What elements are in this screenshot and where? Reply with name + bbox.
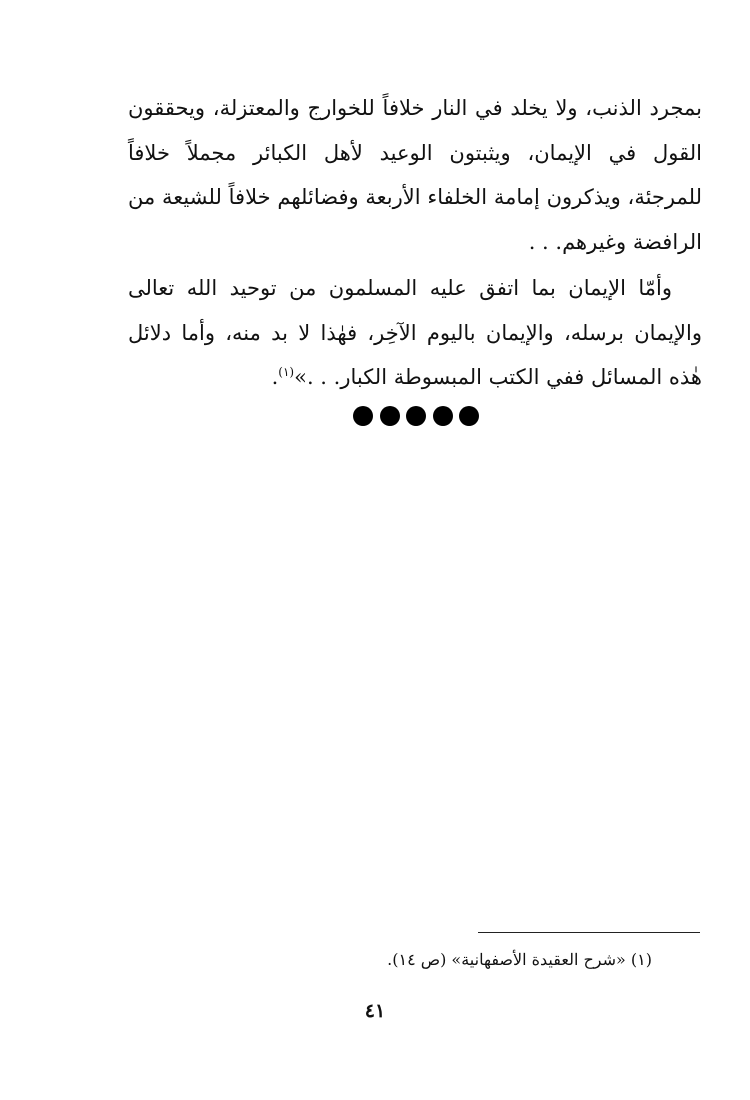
paragraph-1: بمجرد الذنب، ولا يخلد في النار خلافاً للخوارج والمعتزلة، ويحققون القول في الإيمان، ويثبتون الوعيد لأهل الكبائر مجملاً خلافاً للمرجئة، ويذكرون إمامة الخلفاء الأربعة وفضائلهم خلافاً للشيعة من الرافضة وغيرهم. . . — [128, 96, 702, 254]
dot-icon — [353, 406, 373, 426]
page-number: ٤١ — [364, 1000, 386, 1022]
dot-icon — [406, 406, 426, 426]
dot-icon — [433, 406, 453, 426]
body-text — [128, 86, 702, 400]
footnote-reference: (١) — [278, 365, 295, 379]
paragraph-2-text: وأمّا الإيمان بما اتفق عليه المسلمون من توحيد الله تعالى والإيمان برسله، والإيمان باليوم الآخِر، فهٰذا لا بد منه، وأما دلائل هٰذه المسائل ففي الكتب المبسوطة الكبار. . .» — [128, 276, 702, 389]
paragraph-2-end: . — [271, 365, 279, 389]
dot-icon — [459, 406, 479, 426]
footnote: (١) «شرح العقيدة الأصفهانية» (ص ١٤). — [387, 950, 652, 969]
footnote-separator — [478, 932, 700, 933]
dot-icon — [380, 406, 400, 426]
paragraph-2 — [128, 266, 702, 400]
section-divider-ornament — [353, 406, 479, 426]
